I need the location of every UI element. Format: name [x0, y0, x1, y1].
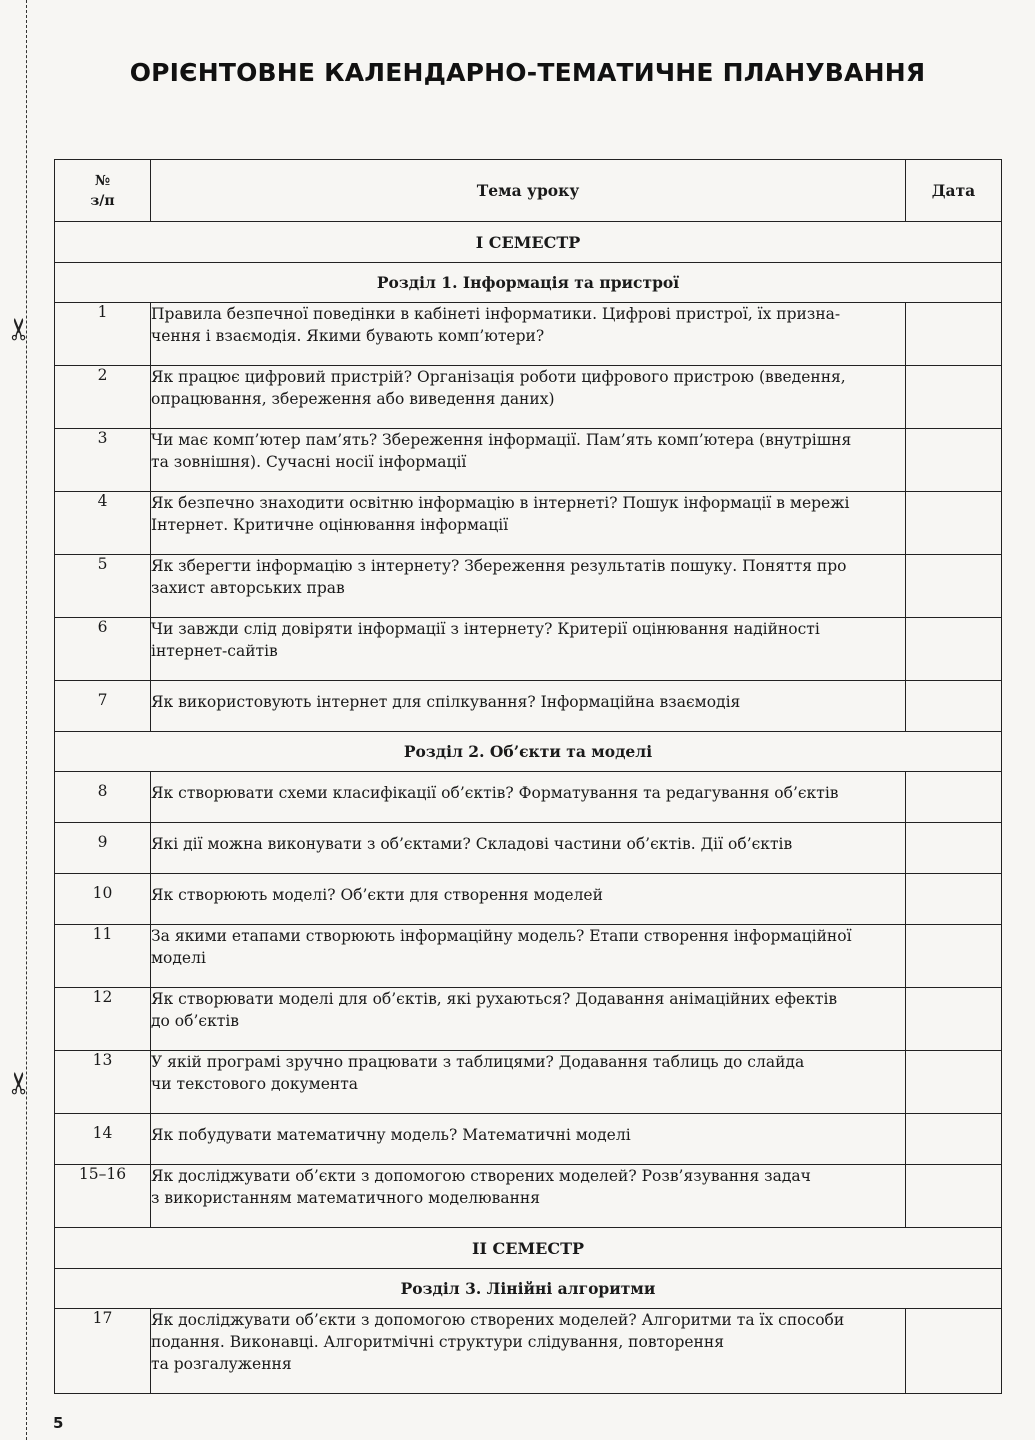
lesson-number: 9	[55, 823, 151, 874]
table-row	[55, 492, 1002, 555]
date-cell	[906, 823, 1002, 874]
lesson-topic: Як створювати моделі для об’єктів, які рухаються? Додавання анімаційних ефектів до об’єктів	[151, 988, 906, 1051]
date-cell	[906, 874, 1002, 925]
lesson-number: 7	[55, 681, 151, 732]
lesson-number: 6	[55, 618, 151, 681]
date-cell	[906, 681, 1002, 732]
lesson-topic: За якими етапами створюють інформаційну модель? Етапи створення інформаційної моделі	[151, 925, 906, 988]
date-cell	[906, 429, 1002, 492]
lesson-topic: Як працює цифровий пристрій? Організація роботи цифрового пристрою (введення, опрацювання, збереження або виведення даних)	[151, 366, 906, 429]
lesson-number: 4	[55, 492, 151, 555]
lesson-topic: У якій програмі зручно працювати з таблицями? Додавання таблиць до слайда чи текстового документа	[151, 1051, 906, 1114]
table-row	[55, 366, 1002, 429]
table-row	[55, 681, 1002, 732]
lesson-number: 13	[55, 1051, 151, 1114]
lesson-topic: Чи має комп’ютер пам’ять? Збереження інформації. Пам’ять комп’ютера (внутрішня та зовнішня). Сучасні носії інформації	[151, 429, 906, 492]
lesson-topic: Правила безпечної поведінки в кабінеті інформатики. Цифрові пристрої, їх призна- чення і взаємодія. Якими бувають комп’ютери?	[151, 303, 906, 366]
planning-table	[54, 159, 1002, 1394]
table-row	[55, 988, 1002, 1051]
table-row	[55, 772, 1002, 823]
lesson-number: 14	[55, 1114, 151, 1165]
lesson-topic: Як побудувати математичну модель? Математичні моделі	[151, 1114, 906, 1165]
semester-heading: І СЕМЕСТР	[55, 222, 1002, 263]
lesson-topic: Як використовують інтернет для спілкування? Інформаційна взаємодія	[151, 681, 906, 732]
table-header-row	[55, 160, 1002, 222]
page-title: ОРІЄНТОВНЕ КАЛЕНДАРНО-ТЕМАТИЧНЕ ПЛАНУВАННЯ	[129, 58, 926, 87]
section-heading: Розділ 2. Об’єкти та моделі	[55, 732, 1002, 772]
table-row	[55, 1114, 1002, 1165]
date-cell	[906, 772, 1002, 823]
section-heading: Розділ 3. Лінійні алгоритми	[55, 1269, 1002, 1309]
num-column-header: № з/п	[55, 160, 151, 222]
semester-heading: ІІ СЕМЕСТР	[55, 1228, 1002, 1269]
table-row	[55, 1051, 1002, 1114]
lesson-number: 17	[55, 1309, 151, 1394]
date-column-header: Дата	[906, 160, 1002, 222]
lesson-number: 2	[55, 366, 151, 429]
lesson-number: 12	[55, 988, 151, 1051]
lesson-topic: Як створювати схеми класифікації об’єктів? Форматування та редагування об’єктів	[151, 772, 906, 823]
date-cell	[906, 1165, 1002, 1228]
lesson-number: 10	[55, 874, 151, 925]
date-cell	[906, 1309, 1002, 1394]
page-number: 5	[53, 1414, 64, 1432]
table-row	[55, 823, 1002, 874]
lesson-topic: Як досліджувати об’єкти з допомогою створених моделей? Розв’язування задач з використанням математичного моделювання	[151, 1165, 906, 1228]
date-cell	[906, 303, 1002, 366]
date-cell	[906, 925, 1002, 988]
date-cell	[906, 555, 1002, 618]
table-row	[55, 429, 1002, 492]
lesson-topic: Як досліджувати об’єкти з допомогою створених моделей? Алгоритми та їх способи подання. Виконавці. Алгоритмічні структури слідування, повторення та розгалуження	[151, 1309, 906, 1394]
lesson-topic: Які дії можна виконувати з об’єктами? Складові частини об’єктів. Дії об’єктів	[151, 823, 906, 874]
table-row	[55, 555, 1002, 618]
lesson-number: 3	[55, 429, 151, 492]
lesson-number: 5	[55, 555, 151, 618]
lesson-number: 15–16	[55, 1165, 151, 1228]
section-heading: Розділ 1. Інформація та пристрої	[55, 263, 1002, 303]
date-cell	[906, 988, 1002, 1051]
date-cell	[906, 1051, 1002, 1114]
table-row	[55, 303, 1002, 366]
date-cell	[906, 366, 1002, 429]
lesson-number: 1	[55, 303, 151, 366]
scissors-icon: ✂	[2, 1070, 38, 1096]
date-cell	[906, 1114, 1002, 1165]
table-row	[55, 618, 1002, 681]
lesson-topic: Як безпечно знаходити освітню інформацію в інтернеті? Пошук інформації в мережі Інтернет. Критичне оцінювання інформації	[151, 492, 906, 555]
lesson-topic: Чи завжди слід довіряти інформації з інтернету? Критерії оцінювання надійності інтернет-сайтів	[151, 618, 906, 681]
cut-line	[26, 0, 27, 1440]
table-row	[55, 1165, 1002, 1228]
lesson-topic: Як створюють моделі? Об’єкти для створення моделей	[151, 874, 906, 925]
scissors-icon: ✂	[2, 316, 38, 342]
table-row	[55, 874, 1002, 925]
table-row	[55, 925, 1002, 988]
table-row	[55, 1309, 1002, 1394]
lesson-number: 8	[55, 772, 151, 823]
topic-column-header: Тема уроку	[151, 160, 906, 222]
date-cell	[906, 492, 1002, 555]
lesson-number: 11	[55, 925, 151, 988]
lesson-topic: Як зберегти інформацію з інтернету? Збереження результатів пошуку. Поняття про захист авторських прав	[151, 555, 906, 618]
date-cell	[906, 618, 1002, 681]
